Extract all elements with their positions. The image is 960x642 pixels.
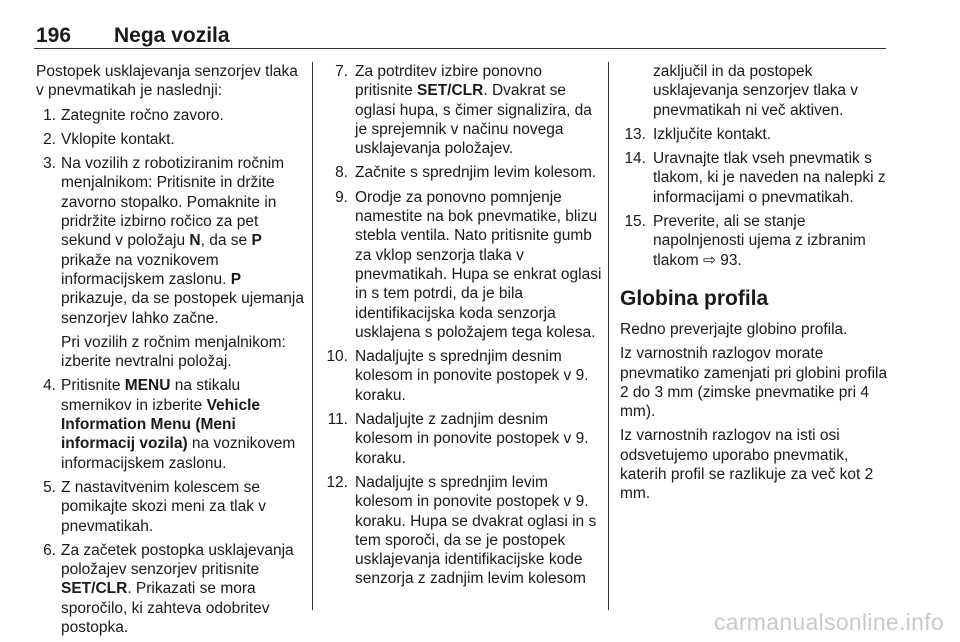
body-paragraph: Redno preverjajte globino profila.	[620, 320, 848, 338]
steps-list-3	[620, 125, 892, 270]
header-divider	[34, 48, 886, 49]
column-2	[322, 62, 602, 594]
step-text: Izključite kontakt.	[653, 125, 772, 143]
step-text-part: na stikalu smernikov in izberite	[61, 377, 241, 414]
step-number: 5.	[43, 478, 56, 496]
list-item	[322, 347, 602, 405]
intro-paragraph: Postopek usklajevanja senzorjev tlaka v pnevmatikah je naslednji:	[36, 63, 298, 100]
step-text-part: Pritisnite	[61, 377, 125, 395]
step-text: Začnite s sprednjim levim kolesom.	[355, 164, 597, 182]
step-text	[653, 213, 866, 269]
step-number: 13.	[624, 125, 646, 143]
step-text: Nadaljujte s sprednjim desnim kolesom in ponovite postopek v 9. koraku.	[355, 348, 589, 404]
list-item	[322, 163, 602, 182]
step-continuation: zaključil in da postopek usklajevanja senzorjev tlaka v pnevmatikah ni več aktiven.	[653, 63, 859, 119]
list-item	[36, 376, 304, 472]
step-number: 3.	[43, 155, 56, 173]
step-number: 11.	[327, 411, 348, 429]
cross-reference-arrow-icon: ⇨	[702, 251, 716, 269]
list-item	[36, 106, 304, 125]
step-text-part: na voznikovem informacijskem zaslonu.	[61, 435, 296, 472]
step-text	[61, 155, 304, 326]
step-number: 10.	[326, 348, 348, 366]
gear-position-p: P	[230, 270, 242, 288]
step-text-part: . Prikazati se mora sporočilo, ki zahteva odobritev postopka.	[61, 580, 270, 637]
step-number: 2.	[43, 130, 56, 148]
list-item	[322, 473, 602, 589]
step-text-part: prikaže na voznikovem informacijskem zaslonu.	[61, 251, 231, 288]
list-item	[36, 478, 304, 536]
page-reference[interactable]: 93.	[720, 251, 742, 269]
menu-name-label: Vehicle Information Menu (Meni informacij vozila)	[61, 396, 261, 453]
step-text: Zategnite ročno zavoro.	[61, 106, 224, 124]
step-text: Vklopite kontakt.	[61, 130, 175, 148]
gear-position-n: N	[189, 232, 201, 250]
column-divider-2	[608, 62, 609, 610]
page-number: 196	[36, 24, 72, 47]
list-item	[36, 154, 304, 328]
list-item	[322, 410, 602, 468]
column-3	[620, 62, 892, 509]
gear-position-p: P	[251, 232, 262, 250]
body-paragraph: Iz varnostnih razlogov na isti osi odsvetujemo uporabo pnevmatik, katerih profil se razlikuje za več kot 2 mm.	[620, 427, 874, 503]
step-number: 7.	[335, 63, 348, 80]
list-item	[322, 188, 602, 342]
step-text: Orodje za ponovno pomnjenje namestite na bok pnevmatike, blizu stebla ventila. Nato pritisnite gumb za vklop senzorja tlaka v pnevmatikah. Hupa se enkrat oglasi in s tem potrdi, da je bila identifikacijska koda senzorja usklajena s položajem tega kolesa.	[355, 188, 602, 341]
list-item	[36, 541, 304, 637]
step-number: 8.	[335, 164, 348, 182]
column-1	[36, 62, 304, 642]
step-number: 14.	[624, 150, 646, 168]
step-note: Pri vozilih z ročnim menjalnikom: izberite nevtralni položaj.	[61, 333, 286, 371]
step-text-part: Za potrditev izbire ponovno pritisnite	[355, 63, 542, 100]
step-text	[355, 63, 592, 157]
step-number: 12.	[326, 473, 348, 491]
step-text: Z nastavitvenim kolescem se pomikajte skozi meni za tlak v pnevmatikah.	[61, 478, 267, 535]
step-number: 15.	[624, 213, 646, 231]
list-item	[620, 149, 892, 207]
step-number: 6.	[43, 541, 56, 559]
step-text-part: . Dvakrat se oglasi hupa, s čimer signalizira, da je sprejemnik v načinu novega usklajevanja položajev.	[355, 82, 592, 158]
step-text: Uravnajte tlak vseh pnevmatik s tlakom, ki je naveden na nalepki z informacijami o pnevmatikah.	[653, 150, 886, 206]
step-text	[61, 542, 294, 636]
steps-list-1	[36, 106, 304, 328]
watermark: carmanualsonline.info	[713, 609, 944, 635]
body-paragraph: Iz varnostnih razlogov morate pnevmatiko zamenjati pri globini profila 2 do 3 mm (zimske pnevmatike pri 4 mm).	[620, 345, 888, 421]
list-item	[620, 212, 892, 270]
step-text: Nadaljujte z zadnjim desnim kolesom in ponovite postopek v 9. koraku.	[355, 411, 589, 467]
step-text: Nadaljujte s sprednjim levim kolesom in ponovite postopek v 9. koraku. Hupa se dvakrat oglasi in s tem sporoči, da se je postopek usklajevanja identifikacijske kode senzorja z zadnjim levim kolesom	[355, 473, 597, 588]
menu-button-label: MENU	[124, 377, 171, 395]
list-item	[36, 130, 304, 149]
step-text-part: prikazuje, da se postopek ujemanja senzorjev lahko začne.	[61, 290, 304, 327]
step-text-part: Na vozilih z robotiziranim ročnim menjalnikom: Pritisnite in držite zavorno stopalko. Pomaknite in pridržite izbirno ročico za pet sekund v položaju	[61, 155, 285, 250]
step-text-part: , da se	[200, 232, 252, 250]
step-number: 4.	[43, 377, 56, 395]
step-number: 1.	[43, 106, 56, 124]
step-text-part: Za začetek postopka usklajevanja položajev senzorjev pritisnite	[61, 541, 294, 579]
steps-list-2	[322, 62, 602, 589]
step-text	[61, 377, 295, 471]
steps-list-1b	[36, 376, 304, 637]
step-number: 9.	[335, 188, 348, 206]
section-heading: Globina profila	[620, 286, 769, 310]
list-item	[322, 62, 602, 158]
column-divider-1	[312, 62, 313, 610]
set-clr-button-label: SET/CLR	[417, 82, 484, 100]
set-clr-button-label: SET/CLR	[61, 580, 128, 598]
page-title: Nega vozila	[114, 24, 230, 47]
step-text-part: Preverite, ali se stanje napolnjenosti ujema z izbranim tlakom	[653, 213, 866, 269]
list-item	[620, 125, 892, 144]
